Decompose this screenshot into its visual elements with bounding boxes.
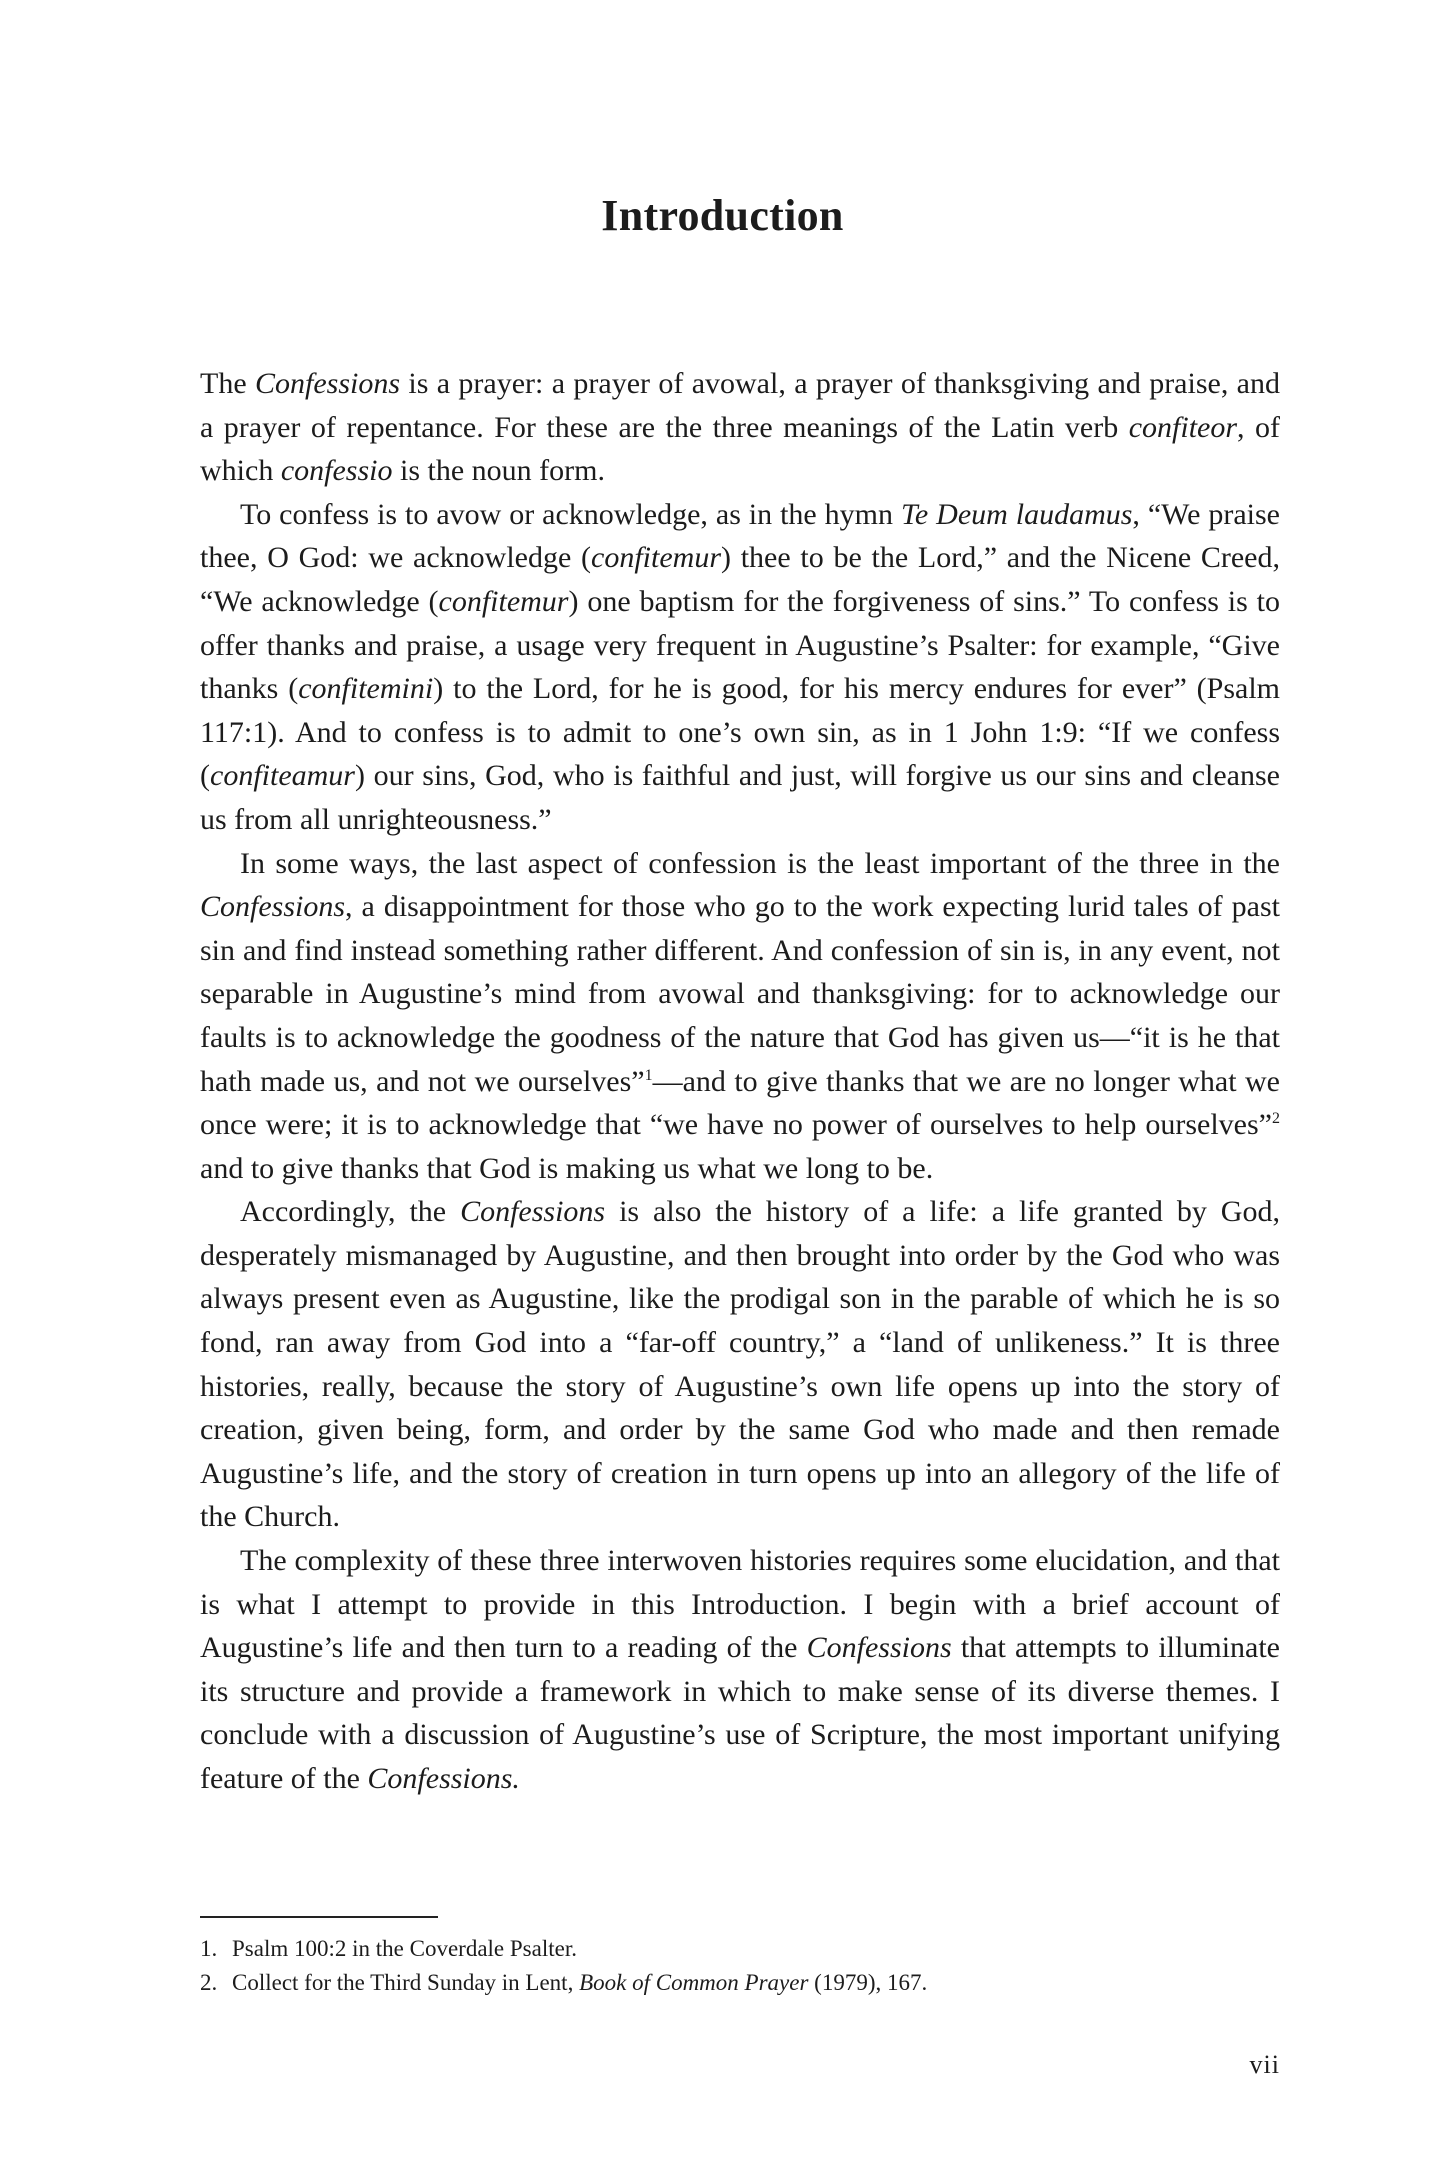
- footnote-rule: [200, 1916, 438, 1918]
- text-run: , of which: [200, 410, 1280, 488]
- footnote-reference: 1: [644, 1066, 653, 1084]
- paragraph: [200, 842, 1280, 1191]
- italic-text: Book of Common Prayer: [579, 1970, 809, 1995]
- text-run: To confess is to avow or acknowledge, as in the hymn: [240, 497, 901, 531]
- italic-text: confitemur: [591, 541, 721, 575]
- italic-text: Confessions.: [367, 1762, 520, 1795]
- footnote: [200, 1932, 1280, 1966]
- italic-text: Confessions: [806, 1631, 952, 1665]
- text-run: In some ways, the last aspect of confession is the least important of the three in the: [240, 846, 1280, 880]
- footnotes: [200, 1932, 1280, 2000]
- text-run: Accordingly, the: [240, 1195, 461, 1229]
- text-run: Collect for the Third Sunday in Lent,: [232, 1970, 580, 1995]
- text-run: is the noun form.: [392, 454, 605, 488]
- text-run: The: [200, 367, 255, 400]
- italic-text: Te Deum laudamus: [900, 497, 1133, 531]
- footnote: [200, 1966, 1280, 2000]
- text-run: is also the history of a life: a life granted by God, desperately mismanaged by Augustine, and then brought into order by the God who was always present even as Augustine, like the prodigal son in the parable of which he is so fond, ran away from God into a “far-off country,” a “land of unlikeness.” It is three histories, really, because the story of Augustine’s own life opens up into the story of creation, given being, form, and order by the same God who made and then remade Augustine’s life, and the story of creation in turn opens up into an allegory of the life of the Church.: [200, 1195, 1280, 1534]
- italic-text: Confessions: [255, 367, 401, 400]
- footnote-reference: 2: [1272, 1110, 1280, 1128]
- paragraph: [200, 1539, 1280, 1801]
- paragraph: [200, 493, 1280, 842]
- text-run: The complexity of these three interwoven histories requires some elucidation, and that is what I attempt to provide in this Introduction. I begin with a brief account of Augustine’s life and then turn to a reading of the: [200, 1544, 1280, 1665]
- italic-text: Confessions: [200, 890, 346, 924]
- text-run: ) one baptism for the forgiveness of sins.” To confess is to offer thanks and praise, a usage very frequent in Augustine’s Psalter: for example, “Give thanks (: [200, 584, 1280, 706]
- footnote-number: 2.: [200, 1970, 218, 1995]
- paragraph: [200, 1190, 1280, 1539]
- page-number: vii: [1249, 2050, 1280, 2079]
- body-text: [200, 362, 1280, 1801]
- text-run: Psalm 100:2 in the Coverdale Psalter.: [232, 1936, 577, 1961]
- text-run: that attempts to illuminate its structure and provide a framework in which to make sense of its diverse themes. I conclude with a discussion of Augustine’s use of Scripture, the most important unifying feature of the: [200, 1631, 1280, 1795]
- footnote-number: 1.: [200, 1936, 218, 1961]
- paragraph: [200, 362, 1280, 493]
- italic-text: confiteamur: [210, 759, 355, 793]
- italic-text: confitemini: [298, 672, 434, 706]
- chapter-heading: Introduction: [601, 191, 844, 240]
- text-run: is a prayer: a prayer of avowal, a prayer of thanksgiving and praise, and a prayer of repentance. For these are the three meanings of the Latin verb: [200, 367, 1280, 444]
- text-run: ) our sins, God, who is faithful and just, will forgive us our sins and cleanse us from all unrighteousness.”: [200, 759, 1280, 836]
- text-run: and to give thanks that God is making us what we long to be.: [200, 1151, 934, 1185]
- italic-text: confitemur: [438, 584, 569, 618]
- text-run: , a disappointment for those who go to the work expecting lurid tales of past sin and find instead something rather different. And confession of sin is, in any event, not separable in Augustine’s mind from avowal and thanksgiving: for to acknowledge our faults is to acknowledge the goodness of the nature that God has given us—“it is he that hath made us, and not we ourselves”: [200, 890, 1280, 1098]
- text-run: ) to the Lord, for he is good, for his mercy endures for ever” (Psalm 117:1). And to confess is to admit to one’s own sin, as in 1 John 1:9: “If we confess (: [200, 672, 1280, 793]
- italic-text: confiteor: [1128, 410, 1238, 444]
- italic-text: confessio: [280, 454, 393, 488]
- text-run: (1979), 167.: [808, 1970, 928, 1995]
- text-run: —and to give thanks that we are no longer what we once were; it is to acknowledge that “we have no power of ourselves to help ourselves”: [200, 1064, 1280, 1142]
- text-run: ) thee to be the Lord,” and the Nicene Creed, “We acknowledge (: [200, 541, 1280, 618]
- italic-text: Confessions: [460, 1195, 606, 1229]
- text-run: , “We praise thee, O God: we acknowledge (: [200, 497, 1280, 575]
